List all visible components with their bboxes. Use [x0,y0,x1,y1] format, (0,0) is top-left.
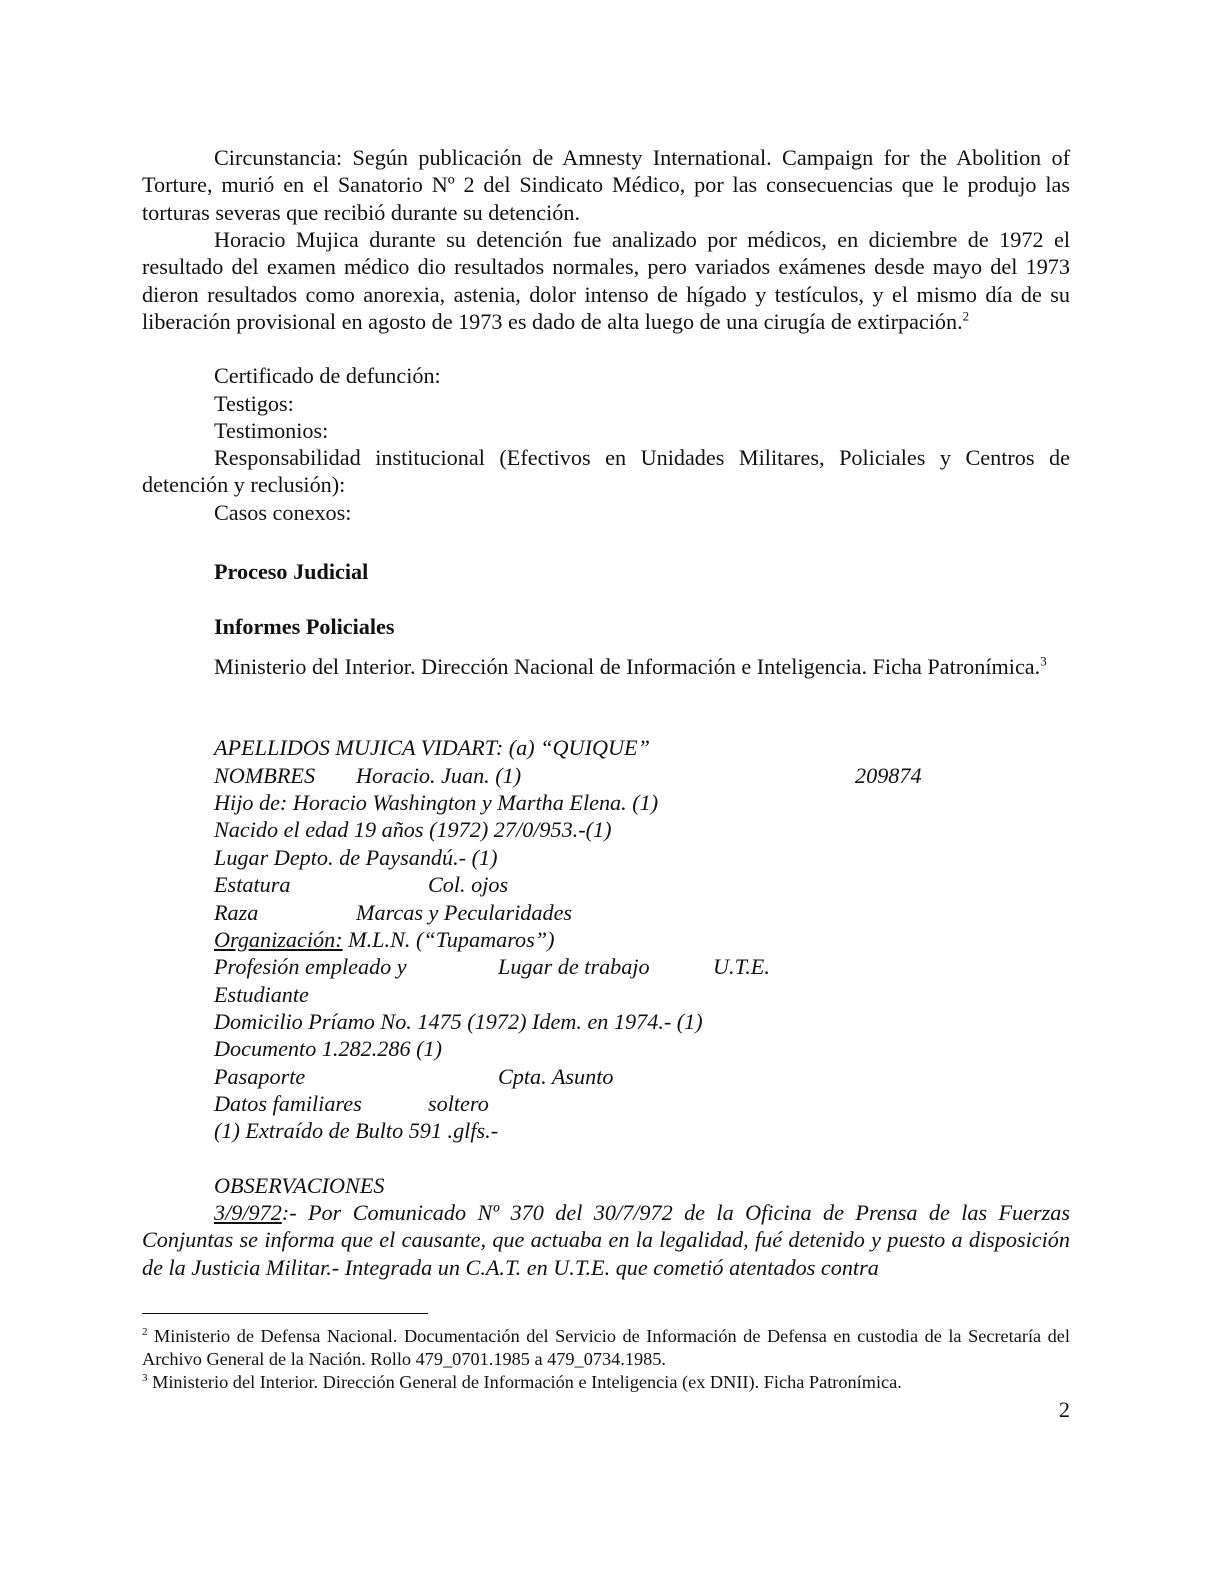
footnote-ref-3[interactable]: 3 [1040,653,1047,669]
observaciones-heading: OBSERVACIONES [214,1173,385,1198]
ficha-estatura-label: Estatura [214,872,291,897]
footnote-3-mark: 3 [142,1371,148,1384]
observacion-date: 3/9/972 [214,1200,282,1225]
ficha-estudiante: Estudiante [214,982,309,1007]
testigos-label: Testigos: [214,391,294,416]
responsabilidad-text: Responsabilidad institucional (Efectivos en Unidades Militares, Policiales y Centros de detención y reclusión): [142,445,1070,498]
ficha-domicilio: Domicilio Príamo No. 1475 (1972) Idem. en 1974.- (1) [214,1009,703,1034]
ficha-raza-label: Raza [214,900,259,925]
ficha-hijo-de: Hijo de: Horacio Washington y Martha Elena. (1) [214,790,659,815]
footnote-3 [142,1371,1070,1394]
ficha-pasaporte-label: Pasaporte [214,1064,306,1089]
footnote-ref-2[interactable]: 2 [962,308,970,324]
ficha-nombres-value: Horacio. Juan. (1) [356,763,522,788]
heading-informes-policiales: Informes Policiales [214,614,395,639]
mujica-medical-paragraph [142,226,1070,335]
observacion-text: :- Por Comunicado Nº 370 del 30/7/972 de la Oficina de Prensa de las Fuerzas Conjuntas se informa que el causante, que actuaba en la legalidad, fué detenido y puesto a disposición de la Justicia Militar.- Integrada un C.A.T. en U.T.E. que cometió atentados contra [142,1200,1070,1280]
footnote-2-mark: 2 [142,1325,148,1338]
ficha-lugar-trabajo-label: Lugar de trabajo [498,954,650,979]
ficha-lugar-trabajo-value: U.T.E. [713,954,770,979]
ficha-nombres-label: NOMBRES [214,763,316,788]
ficha-organizacion [214,926,554,953]
ficha-extraido: (1) Extraído de Bulto 591 .glfs.- [214,1118,499,1143]
footnote-3-text: Ministerio del Interior. Dirección General de Información e Inteligencia (ex DNII). Ficha Patronímica. [147,1372,902,1392]
ficha-nacido: Nacido el edad 19 años (1972) 27/0/953.-(1) [214,817,612,842]
ficha-datos-label: Datos familiares [214,1091,362,1116]
ficha-ojos-label: Col. ojos [428,872,509,897]
ficha-documento: Documento 1.282.286 (1) [214,1036,442,1061]
ficha-datos-value: soltero [428,1091,489,1116]
ficha-marcas-label: Marcas y Pecularidades [356,900,573,925]
certificado-label: Certificado de defunción: [214,363,441,388]
ficha-apellidos: APELLIDOS MUJICA VIDART: (a) “QUIQUE” [214,735,650,760]
ficha-lugar: Lugar Depto. de Paysandú.- (1) [214,845,498,870]
ficha-profesion: Profesión empleado y [214,954,407,979]
testimonios-label: Testimonios: [214,418,329,443]
circunstancia-paragraph [142,144,1070,226]
casos-conexos-label: Casos conexos: [214,500,352,525]
ministerio-text: Ministerio del Interior. Dirección Nacional de Información e Inteligencia. Ficha Patronímica. [214,654,1041,679]
responsabilidad-paragraph [142,444,1070,499]
ficha-cpta-label: Cpta. Asunto [498,1064,614,1089]
footnote-separator [142,1313,428,1314]
ministerio-paragraph [142,653,1070,680]
page-number: 2 [1058,1397,1070,1422]
ficha-organizacion-value: M.L.N. (“Tupamaros”) [342,927,555,952]
heading-proceso-judicial: Proceso Judicial [214,559,369,584]
ficha-number: 209874 [855,763,922,788]
footnote-2-text: Ministerio de Defensa Nacional. Documentación del Servicio de Información de Defensa en custodia de la Secretaría del Archivo General de la Nación. Rollo 479_0701.1985 a 479_0734.1985. [142,1326,1070,1369]
circunstancia-text: Circunstancia: Según publicación de Amnesty International. Campaign for the Abolition of Torture, murió en el Sanatorio Nº 2 del Sindicato Médico, por las consecuencias que le produjo las torturas severas que recibió durante su detención. [142,145,1070,225]
mujica-medical-text: Horacio Mujica durante su detención fue analizado por médicos, en diciembre de 1972 el resultado del examen médico dio resultados normales, pero variados exámenes desde mayo del 1973 dieron resultados como anorexia, astenia, dolor intenso de hígado y testículos, y el mismo día de su liberación provisional en agosto de 1973 es dado de alta luego de una cirugía de extirpación. [142,227,1070,334]
observaciones-paragraph [142,1199,1070,1281]
ficha-organizacion-label: Organización: [214,927,343,952]
footnote-2 [142,1325,1070,1370]
